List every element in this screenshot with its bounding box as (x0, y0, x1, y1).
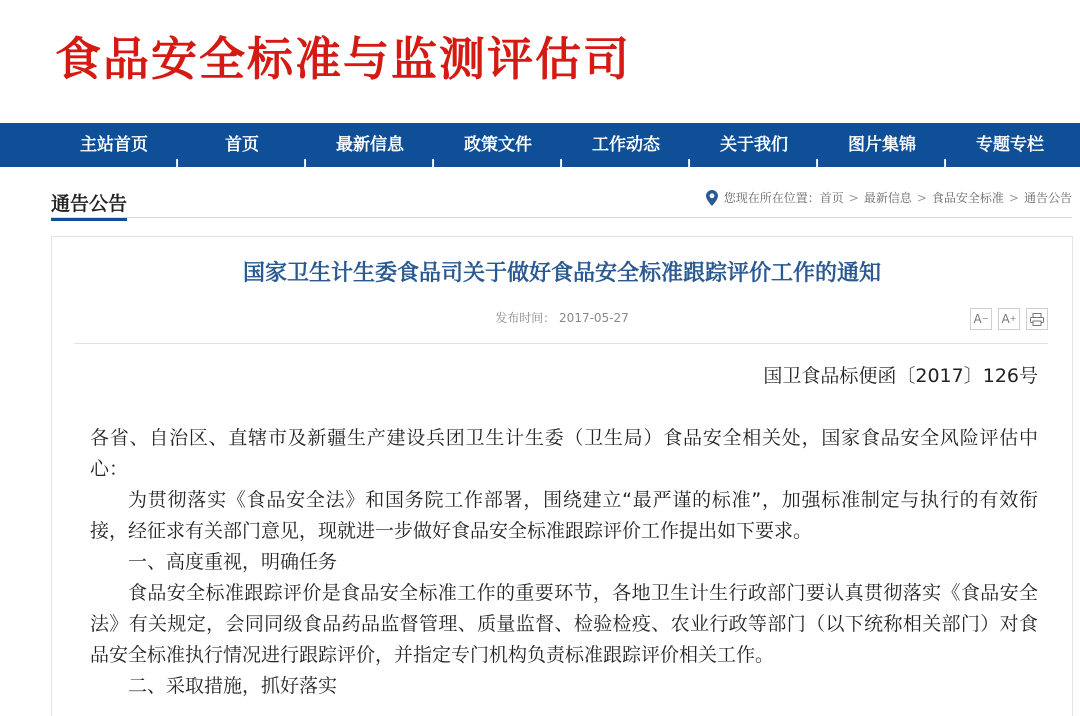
nav-item-latest-info[interactable]: 最新信息 (336, 135, 404, 155)
increase-font-button[interactable]: A + (998, 308, 1020, 330)
breadcrumb-latest-info[interactable]: 最新信息 (863, 191, 912, 205)
publish-date: 2017-05-27 (559, 311, 629, 325)
publish-label: 发布时间： (495, 311, 556, 325)
breadcrumb-home[interactable]: 首页 (819, 191, 844, 205)
nav-item-work-news[interactable]: 工作动态 (592, 135, 660, 155)
section-divider (51, 217, 1072, 218)
breadcrumb-prefix: 您现在所在位置： (723, 191, 820, 205)
breadcrumb-separator: > (1008, 191, 1019, 205)
breadcrumb-separator: > (848, 191, 859, 205)
breadcrumb-food-safety-standards[interactable]: 食品安全标准 (931, 191, 1004, 205)
document-number: 国卫食品标便函〔2017〕126号 (763, 365, 1038, 387)
main-nav (0, 123, 1080, 177)
increase-font-label: A (1001, 312, 1010, 326)
location-pin-icon (706, 190, 718, 206)
print-icon (1030, 313, 1044, 326)
site-title: 食品安全标准与监测评估司 (55, 32, 631, 86)
nav-item-main-home[interactable]: 主站首页 (80, 135, 148, 155)
nav-item-gallery[interactable]: 图片集锦 (848, 135, 916, 155)
site-header (0, 0, 1080, 123)
body-paragraph-1: 食品安全标准跟踪评价是食品安全标准工作的重要环节，各地卫生计生行政部门要认真贯彻落实《食品安全法》有关规定，会同同级食品药品监督管理、质量监督、检验检疫、农业行政等部门（以下统称相关部门）对食品安全标准执行情况进行跟踪评价，并指定专门机构负责标准跟踪评价相关工作。 (90, 582, 1038, 666)
breadcrumb-notices[interactable]: 通告公告 (1023, 191, 1072, 205)
nav-item-about-us[interactable]: 关于我们 (720, 135, 788, 155)
body-heading-2: 二、采取措施，抓好落实 (128, 675, 338, 697)
body-paragraph-addressee: 各省、自治区、直辖市及新疆生产建设兵团卫生计生委（卫生局）食品安全相关处，国家食品安全风险评估中心： (90, 427, 1038, 480)
nav-item-special-topics[interactable]: 专题专栏 (976, 135, 1044, 155)
decrease-font-button[interactable]: A − (970, 308, 992, 330)
print-button[interactable] (1026, 308, 1048, 330)
body-heading-1: 一、高度重视，明确任务 (128, 551, 338, 573)
decrease-font-label: A (973, 312, 982, 326)
meta-divider (74, 343, 1048, 344)
article-tools (970, 308, 1048, 330)
nav-list: 主站首页 | 首页 | 最新信息 | 政策文件 | 工作动态 | 关于我们 | 图片集锦 | 专题专栏 (0, 123, 1080, 167)
article-container (51, 236, 1073, 716)
breadcrumb-separator: > (916, 191, 927, 205)
article-body (90, 423, 1038, 702)
nav-item-policy-docs[interactable]: 政策文件 (464, 135, 532, 155)
breadcrumb (706, 189, 1072, 207)
article-title: 国家卫生计生委食品司关于做好食品安全标准跟踪评价工作的通知 (242, 261, 881, 286)
section-title: 通告公告 (51, 190, 127, 221)
article-meta (52, 309, 1072, 326)
body-paragraph-intro: 为贯彻落实《食品安全法》和国务院工作部署，围绕建立“最严谨的标准”，加强标准制定与执行的有效衔接，经征求有关部门意见，现就进一步做好食品安全标准跟踪评价工作提出如下要求。 (90, 489, 1038, 542)
nav-item-home[interactable]: 首页 (225, 135, 259, 155)
